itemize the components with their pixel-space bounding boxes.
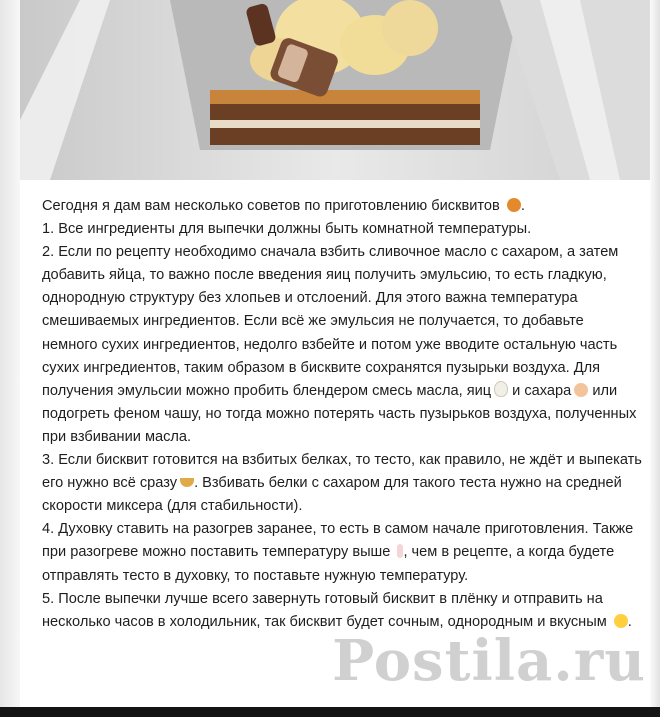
post-intro: Сегодня я дам вам несколько советов по приготовлению бисквитов . bbox=[42, 198, 525, 214]
egg-emoji-icon bbox=[494, 381, 508, 397]
tip-3: 3. Если бисквит готовится на взбитых белках, то тесто, как правило, не ждёт и выпекать его нужно всё сразу . Взбивать белки с сахаром для такого теста нужно на средней скорости миксера (для стабильности). bbox=[42, 452, 642, 515]
bowl-emoji-icon bbox=[180, 478, 194, 487]
tip-2: 2. Если по рецепту необходимо сначала взбить сливочное масло с сахаром, а затем добавить яйца, то важно после введения яиц получить эмульсию, то есть гладкую, однородную структуру без хлопьев и отслоений. Для этого важна температура смешиваемых ингредиентов. Если всё же эмульсия не получается, то добавьте немного сухих ингредиентов, недолго взбейте и потом уже вводите остальную часть сухих ингредиентов, таким образом в бисквите сохранятся пузырьки воздуха. Для получения эмульсии можно пробить блендером смесь масла, яиц и сахара или подогреть феном чашу, но тогда можно потерять часть пузырьков воздуха, полученных при взбивании масла. bbox=[42, 244, 637, 445]
tip-5: 5. После выпечки лучше всего завернуть готовый бисквит в плёнку и отправить на несколько часов в холодильник, так бисквит будет сочным, однородным и вкусным . bbox=[42, 590, 632, 630]
post-text bbox=[42, 195, 642, 634]
watermark: Postila.ru bbox=[332, 628, 646, 694]
tip-1: 1. Все ингредиенты для выпечки должны быть комнатной температуры. bbox=[42, 221, 532, 238]
page-left-edge bbox=[0, 0, 20, 717]
flushed-face-emoji-icon bbox=[614, 614, 628, 628]
bottom-bar bbox=[0, 707, 660, 717]
cake-emoji-icon bbox=[507, 198, 521, 212]
tip-4: 4. Духовку ставить на разогрев заранее, то есть в самом начале приготовления. Также при разогреве можно поставить температуру выше , чем в рецепте, а когда будете отправлять тесто в духовку, то поставьте нужную температуру. bbox=[42, 521, 634, 584]
page-right-edge bbox=[650, 0, 660, 717]
dessert-photo[interactable] bbox=[20, 0, 650, 180]
hand-emoji-icon bbox=[574, 383, 588, 397]
